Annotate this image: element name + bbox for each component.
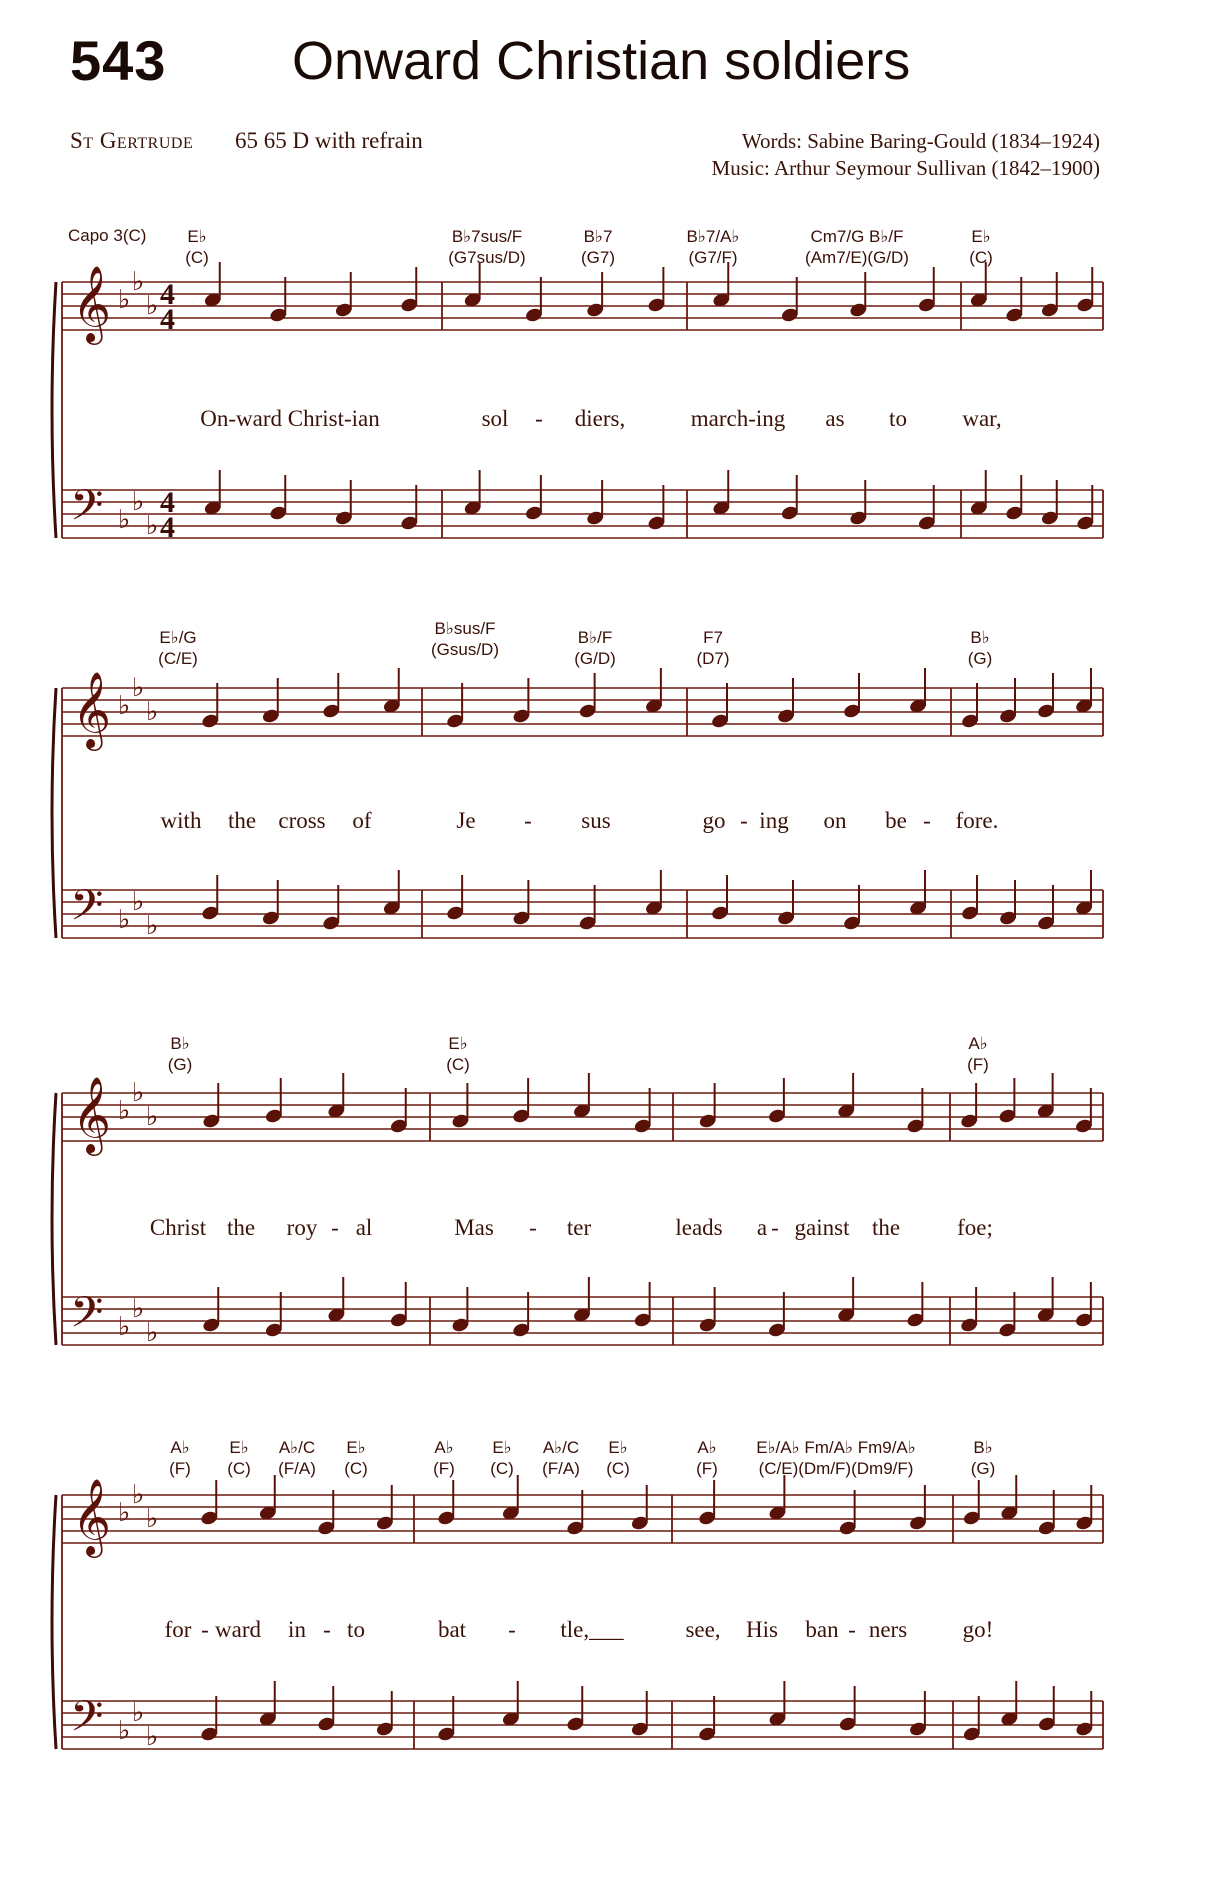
lyric: Mas (454, 1215, 494, 1240)
lyric: sol (481, 406, 509, 431)
treble-clef-icon: 𝄞 (72, 1478, 112, 1555)
chord: A♭/C (F/A) (542, 1438, 580, 1478)
lyric: be (885, 808, 907, 833)
flat-icon: ♭ (146, 697, 159, 727)
chord: B♭ (G) (967, 628, 993, 668)
flat-icon: ♭ (132, 1294, 145, 1324)
lyric: His (746, 1617, 778, 1642)
system-brace (52, 282, 56, 538)
lyric: sus (581, 808, 611, 833)
lyric: ban (805, 1617, 839, 1642)
chord: E♭/A♭ Fm/A♭ Fm9/A♭ (C/E)(Dm/F)(Dm9/F) (756, 1438, 916, 1478)
lyric: with (160, 808, 202, 833)
flat-icon: ♭ (146, 1318, 159, 1348)
chord: E♭ (C) (606, 1438, 630, 1478)
chord: E♭ (C) (446, 1034, 470, 1074)
lyric: war, (962, 406, 1002, 431)
flat-icon: ♭ (118, 1716, 131, 1746)
chord: B♭ (G) (970, 1438, 996, 1478)
lyric: foe; (957, 1215, 993, 1240)
lyric: ter (566, 1215, 592, 1240)
lyric: a (756, 1215, 768, 1240)
flat-icon: ♭ (118, 691, 131, 721)
chord: B♭sus/F (Gsus/D) (431, 619, 499, 659)
time-signature: 4 (160, 278, 175, 311)
lyric: - (508, 1617, 516, 1642)
lyric: al (355, 1215, 373, 1240)
chord: E♭ (C) (969, 227, 993, 267)
lyric: in (288, 1617, 306, 1642)
lyric: diers, (574, 406, 626, 431)
chord: B♭/F (G/D) (574, 628, 616, 668)
lyric: - (323, 1617, 331, 1642)
chord: E♭ (C) (185, 227, 209, 267)
lyric: - (535, 406, 543, 431)
lyric: tle,___ (560, 1617, 624, 1642)
lyric: go (702, 808, 726, 833)
lyric: cross (278, 808, 326, 833)
flat-icon: ♭ (146, 291, 159, 321)
chord: A♭ (F) (696, 1438, 718, 1478)
lyric: - (201, 1617, 209, 1642)
lyric: leads (675, 1215, 723, 1240)
flat-icon: ♭ (118, 285, 131, 315)
music-credit: Music: Arthur Seymour Sullivan (1842–1900) (711, 156, 1100, 180)
lyric: - (524, 808, 532, 833)
flat-icon: ♭ (146, 1102, 159, 1132)
flat-icon: ♭ (132, 887, 145, 917)
flat-icon: ♭ (118, 905, 131, 935)
lyric: - (529, 1215, 537, 1240)
lyric: fore. (955, 808, 999, 833)
flat-icon: ♭ (132, 267, 145, 297)
lyric: gainst (794, 1215, 850, 1240)
bass-clef-icon: 𝄢 (70, 881, 104, 941)
flat-icon: ♭ (132, 487, 145, 517)
flat-icon: ♭ (146, 1504, 159, 1534)
treble-clef-icon: 𝄞 (72, 671, 112, 748)
treble-clef-icon: 𝄞 (72, 265, 112, 342)
chord: B♭7 (G7) (581, 227, 615, 267)
lyric: on (823, 808, 847, 833)
system-brace (52, 1495, 56, 1749)
bass-clef-icon: 𝄢 (70, 481, 104, 541)
lyric: Christ (149, 1215, 207, 1240)
flat-icon: ♭ (146, 911, 159, 941)
flat-icon: ♭ (132, 1698, 145, 1728)
lyric: On-ward Christ-ian (200, 406, 380, 431)
lyric: roy (286, 1215, 318, 1240)
lyric: to (889, 406, 907, 431)
time-signature: 4 (160, 303, 175, 336)
flat-icon: ♭ (146, 511, 159, 541)
lyric: ing (759, 808, 789, 833)
chord: B♭7/A♭ (G7/F) (686, 227, 740, 267)
system-brace (52, 688, 56, 938)
lyric: - (771, 1215, 779, 1240)
time-signature: 4 (160, 486, 175, 519)
lyric: of (352, 808, 372, 833)
lyric: to (347, 1617, 365, 1642)
lyric: - (848, 1617, 856, 1642)
words-credit: Words: Sabine Baring-Gould (1834–1924) (741, 129, 1100, 153)
chord: F7 (D7) (696, 628, 730, 668)
lyric: for (164, 1617, 192, 1642)
lyric: bat (437, 1617, 467, 1642)
hymn-number: 543 (70, 29, 167, 92)
lyric: ward (215, 1617, 261, 1642)
chord: E♭ (C) (344, 1438, 368, 1478)
chord: A♭ (F) (433, 1438, 455, 1478)
chord: E♭ (C) (227, 1438, 251, 1478)
flat-icon: ♭ (118, 1312, 131, 1342)
chord: E♭ (C) (490, 1438, 514, 1478)
flat-icon: ♭ (132, 1480, 145, 1510)
lyric: the (227, 808, 257, 833)
lyric: the (226, 1215, 256, 1240)
flat-icon: ♭ (132, 673, 145, 703)
hymn-title: Onward Christian soldiers (292, 31, 911, 91)
chord: A♭/C (F/A) (278, 1438, 316, 1478)
chord: Cm7/G B♭/F (Am7/E)(G/D) (805, 227, 909, 267)
chord: B♭ (G) (167, 1034, 193, 1074)
lyric: the (871, 1215, 901, 1240)
chord: A♭ (F) (967, 1034, 989, 1074)
bass-clef-icon: 𝄢 (70, 1692, 104, 1752)
lyric: see, (685, 1617, 721, 1642)
lyric: as (825, 406, 845, 431)
flat-icon: ♭ (118, 1096, 131, 1126)
capo-label: Capo 3(C) (68, 226, 147, 245)
tune-name: St Gertrude (70, 128, 194, 153)
chord: B♭7sus/F (G7sus/D) (448, 227, 526, 267)
chord: A♭ (F) (169, 1438, 191, 1478)
metre: 65 65 D with refrain (235, 128, 423, 153)
lyric: - (740, 808, 748, 833)
lyric: - (331, 1215, 339, 1240)
flat-icon: ♭ (132, 1078, 145, 1108)
lyric: march-ing (690, 406, 786, 431)
flat-icon: ♭ (118, 505, 131, 535)
lyric: - (923, 808, 931, 833)
lyric: Je (456, 808, 476, 833)
treble-clef-icon: 𝄞 (72, 1076, 112, 1153)
lyric: go! (962, 1617, 994, 1642)
flat-icon: ♭ (146, 1722, 159, 1752)
lyric: ners (868, 1617, 908, 1642)
flat-icon: ♭ (118, 1498, 131, 1528)
bass-clef-icon: 𝄢 (70, 1288, 104, 1348)
chord: E♭/G (C/E) (158, 628, 198, 668)
time-signature: 4 (160, 511, 175, 544)
system-brace (52, 1093, 56, 1345)
